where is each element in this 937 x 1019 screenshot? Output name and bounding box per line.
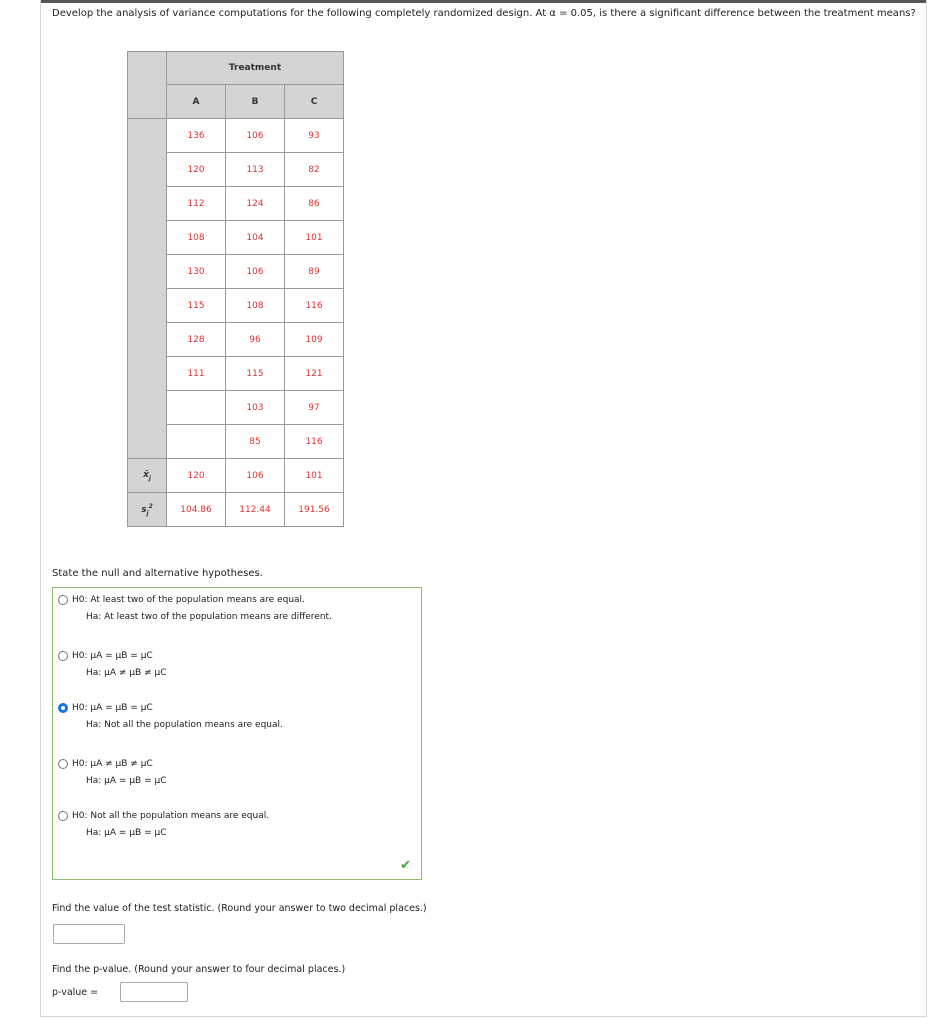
variance-a: 104.86 [167, 493, 226, 527]
table-cell: 116 [285, 289, 344, 323]
table-cell: 97 [285, 391, 344, 425]
hypothesis-option[interactable] [58, 648, 167, 682]
table-cell: 89 [285, 255, 344, 289]
table-cell: 128 [167, 323, 226, 357]
table-cell: 111 [167, 357, 226, 391]
variance-label: $s_j^2$ [128, 493, 167, 527]
table-cell: 93 [285, 119, 344, 153]
table-cell: 108 [167, 221, 226, 255]
hypothesis-option[interactable] [58, 808, 269, 842]
alt-hypothesis-text: Ha: μA = μB = μC [86, 828, 167, 838]
col-header-a: A [167, 85, 226, 119]
null-hypothesis-text: H0: At least two of the population means are equal. [72, 595, 305, 605]
table-cell: 121 [285, 357, 344, 391]
table-cell: 115 [167, 289, 226, 323]
table-cell: 136 [167, 119, 226, 153]
table-cell: 120 [167, 153, 226, 187]
radio-button[interactable] [58, 811, 68, 821]
corner-cell [128, 52, 167, 119]
hypotheses-question: State the null and alternative hypotheses. [52, 568, 263, 579]
radio-button[interactable] [58, 703, 68, 713]
mean-b: 106 [226, 459, 285, 493]
variance-c: 191.56 [285, 493, 344, 527]
test-stat-input[interactable] [53, 924, 125, 944]
side-column [128, 119, 167, 459]
test-stat-question: Find the value of the test statistic. (Round your answer to two decimal places.) [52, 903, 427, 914]
pvalue-label: p-value = [52, 987, 99, 998]
mean-a: 120 [167, 459, 226, 493]
table-cell: 130 [167, 255, 226, 289]
hypotheses-choices [52, 587, 422, 880]
col-header-b: B [226, 85, 285, 119]
table-cell: 106 [226, 119, 285, 153]
table-cell: 85 [226, 425, 285, 459]
col-header-c: C [285, 85, 344, 119]
null-hypothesis-text: H0: μA = μB = μC [72, 651, 153, 661]
null-hypothesis-text: H0: μA ≠ μB ≠ μC [72, 759, 153, 769]
table-cell: 103 [226, 391, 285, 425]
table-cell: 101 [285, 221, 344, 255]
pvalue-input[interactable] [120, 982, 188, 1002]
null-hypothesis-text: H0: Not all the population means are equal. [72, 811, 270, 821]
table-cell: 112 [167, 187, 226, 221]
radio-button[interactable] [58, 759, 68, 769]
table-cell: 116 [285, 425, 344, 459]
null-hypothesis-text: H0: μA = μB = μC [72, 703, 153, 713]
table-cell: 115 [226, 357, 285, 391]
table-cell: 96 [226, 323, 285, 357]
table-cell: 113 [226, 153, 285, 187]
table-cell: 86 [285, 187, 344, 221]
question-prompt: Develop the analysis of variance computations for the following completely randomized design. At α = 0.05, is there a significant difference between the treatment means? [52, 8, 916, 19]
data-table [127, 51, 344, 527]
table-cell: 108 [226, 289, 285, 323]
treatment-header: Treatment [167, 52, 344, 85]
table-cell [167, 391, 226, 425]
hypothesis-option[interactable] [58, 592, 332, 626]
alt-hypothesis-text: Ha: At least two of the population means are different. [86, 612, 332, 622]
alt-hypothesis-text: Ha: μA ≠ μB ≠ μC [86, 668, 167, 678]
alt-hypothesis-text: Ha: μA = μB = μC [86, 776, 167, 786]
table-cell: 82 [285, 153, 344, 187]
table-cell: 104 [226, 221, 285, 255]
variance-b: 112.44 [226, 493, 285, 527]
alt-hypothesis-text: Ha: Not all the population means are equal. [86, 720, 283, 730]
hypothesis-option[interactable] [58, 756, 167, 790]
correct-check-icon: ✔ [400, 858, 411, 873]
mean-c: 101 [285, 459, 344, 493]
table-cell: 106 [226, 255, 285, 289]
table-cell [167, 425, 226, 459]
hypothesis-option[interactable] [58, 700, 283, 734]
table-cell: 109 [285, 323, 344, 357]
table-row [128, 119, 344, 153]
mean-label: $x̄_j$ [128, 459, 167, 493]
radio-button[interactable] [58, 651, 68, 661]
pvalue-question: Find the p-value. (Round your answer to four decimal places.) [52, 964, 346, 975]
table-cell: 124 [226, 187, 285, 221]
radio-button[interactable] [58, 595, 68, 605]
